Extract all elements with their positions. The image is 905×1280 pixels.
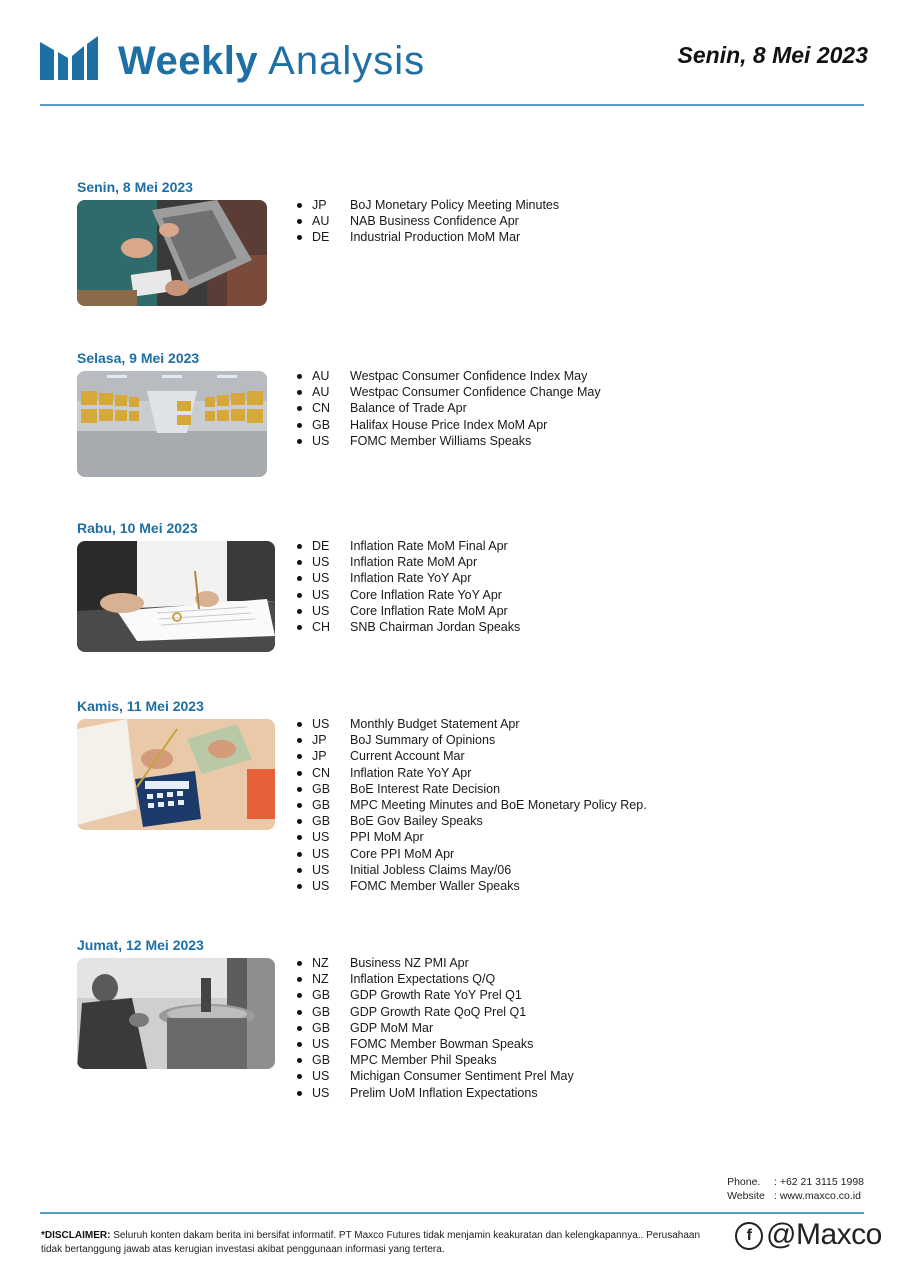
- event-name: FOMC Member Waller Speaks: [350, 878, 520, 893]
- country-code: JP: [312, 733, 327, 748]
- event-name: Westpac Consumer Confidence Change May: [350, 385, 601, 400]
- event-name: GDP MoM Mar: [350, 1020, 434, 1035]
- list-item: [295, 971, 574, 987]
- event-name: Business NZ PMI Apr: [350, 956, 469, 970]
- day-section-wednesday: [77, 519, 837, 634]
- event-name: Inflation Rate MoM Apr: [350, 555, 478, 570]
- event-name: NAB Business Confidence Apr: [350, 214, 519, 229]
- event-name: GDP Growth Rate YoY Prel Q1: [350, 988, 522, 1003]
- disclaimer: [41, 1229, 721, 1257]
- list-item: [295, 213, 559, 229]
- list-item: [295, 797, 647, 813]
- website-label: Website: [727, 1190, 765, 1202]
- country-code: US: [312, 1036, 330, 1051]
- list-item: [295, 417, 601, 433]
- list-item: [295, 862, 647, 878]
- list-item: [295, 384, 601, 400]
- event-name: BoJ Summary of Opinions: [350, 733, 496, 748]
- event-name: Monthly Budget Statement Apr: [350, 717, 520, 731]
- list-item: [295, 781, 647, 797]
- report-title-bold: Weekly: [118, 39, 259, 83]
- page-header: [0, 0, 905, 110]
- country-code: JP: [312, 749, 327, 764]
- event-name: Michigan Consumer Sentiment Prel May: [350, 1069, 574, 1084]
- event-name: MPC Meeting Minutes and BoE Monetary Policy Rep.: [350, 797, 647, 812]
- facebook-icon: f: [735, 1222, 763, 1250]
- country-code: JP: [312, 198, 327, 212]
- event-name: BoE Gov Bailey Speaks: [350, 814, 483, 829]
- event-list: [295, 538, 520, 635]
- event-name: BoJ Monetary Policy Meeting Minutes: [350, 198, 560, 212]
- event-name: SNB Chairman Jordan Speaks: [350, 619, 521, 634]
- country-code: NZ: [312, 972, 329, 987]
- disclaimer-label: *DISCLAIMER:: [41, 1230, 111, 1241]
- report-title: [118, 36, 425, 86]
- event-name: Core Inflation Rate MoM Apr: [350, 603, 508, 618]
- list-item: [295, 619, 520, 635]
- country-code: CN: [312, 765, 331, 780]
- list-item: [295, 846, 647, 862]
- list-item: [295, 229, 559, 245]
- country-code: AU: [312, 385, 330, 400]
- list-item: [295, 765, 647, 781]
- footer-divider: [40, 1212, 864, 1214]
- country-code: NZ: [312, 956, 329, 970]
- event-name: GDP Growth Rate QoQ Prel Q1: [350, 1004, 527, 1019]
- day-section-friday: [77, 936, 837, 1100]
- event-name: Inflation Rate YoY Apr: [350, 571, 472, 586]
- report-title-light: Analysis: [268, 39, 426, 83]
- event-name: PPI MoM Apr: [350, 830, 424, 845]
- event-name: Inflation Expectations Q/Q: [350, 972, 496, 987]
- list-item: [295, 1068, 574, 1084]
- country-code: AU: [312, 214, 330, 229]
- country-code: CN: [312, 401, 331, 416]
- event-list: [295, 368, 601, 449]
- warehouse-photo: [77, 371, 267, 477]
- header-divider: [40, 104, 864, 106]
- event-name: Halifax House Price Index MoM Apr: [350, 417, 548, 432]
- event-name: Core Inflation Rate YoY Apr: [350, 587, 502, 602]
- phone-value: : +62 21 3115 1998: [773, 1176, 864, 1188]
- country-code: US: [312, 587, 330, 602]
- event-name: Inflation Rate YoY Apr: [350, 765, 472, 780]
- report-date: Senin, 8 Mei 2023: [677, 42, 868, 68]
- list-item: [295, 1052, 574, 1068]
- country-code: GB: [312, 814, 331, 829]
- computer-repair-photo: [77, 200, 267, 306]
- website-value[interactable]: : www.maxco.co.id: [773, 1190, 861, 1202]
- country-code: GB: [312, 1004, 331, 1019]
- event-name: Current Account Mar: [350, 749, 465, 764]
- country-code: US: [312, 717, 330, 731]
- country-code: US: [312, 433, 330, 448]
- country-code: DE: [312, 230, 330, 245]
- disclaimer-text: Seluruh konten dakam berita ini bersifat informatif. PT Maxco Futures tidak menjamin keakuratan dan kelengkapannya.. Perusahaan tidak bertanggung jawab atas kerugian investasi akibat penggunaan informasi yang tertera.: [41, 1230, 701, 1255]
- event-name: Prelim UoM Inflation Expectations: [350, 1085, 538, 1100]
- list-item: [295, 716, 647, 732]
- phone-row: [727, 1175, 864, 1189]
- country-code: AU: [312, 369, 330, 383]
- country-code: US: [312, 1069, 330, 1084]
- day-title: Jumat, 12 Mei 2023: [77, 937, 204, 953]
- event-list: [295, 955, 574, 1101]
- list-item: [295, 603, 520, 619]
- country-code: US: [312, 603, 330, 618]
- list-item: [295, 400, 601, 416]
- event-name: Industrial Production MoM Mar: [350, 230, 521, 245]
- social-handle-block[interactable]: [735, 1218, 882, 1252]
- list-item: [295, 813, 647, 829]
- contract-signing-photo: [77, 541, 275, 652]
- list-item: [295, 1020, 574, 1036]
- list-item: [295, 587, 520, 603]
- country-code: US: [312, 830, 330, 845]
- day-title: Senin, 8 Mei 2023: [77, 179, 193, 195]
- event-name: Westpac Consumer Confidence Index May: [350, 369, 588, 383]
- list-item: [295, 1036, 574, 1052]
- country-code: US: [312, 555, 330, 570]
- list-item: [295, 987, 574, 1003]
- country-code: US: [312, 571, 330, 586]
- list-item: [295, 554, 520, 570]
- day-section-tuesday: [77, 349, 837, 448]
- list-item: [295, 197, 559, 213]
- event-name: Initial Jobless Claims May/06: [350, 862, 512, 877]
- calculator-money-photo: [77, 719, 275, 830]
- list-item: [295, 732, 647, 748]
- list-item: [295, 368, 601, 384]
- factory-worker-photo: [77, 958, 275, 1069]
- day-title: Rabu, 10 Mei 2023: [77, 520, 198, 536]
- event-name: FOMC Member Bowman Speaks: [350, 1036, 534, 1051]
- event-list: [295, 716, 647, 894]
- event-name: FOMC Member Williams Speaks: [350, 433, 532, 448]
- list-item: [295, 570, 520, 586]
- list-item: [295, 433, 601, 449]
- phone-label: Phone.: [727, 1176, 761, 1188]
- country-code: US: [312, 862, 330, 877]
- event-name: Inflation Rate MoM Final Apr: [350, 539, 508, 553]
- social-handle: @Maxco: [766, 1218, 882, 1251]
- country-code: GB: [312, 417, 331, 432]
- event-name: Balance of Trade Apr: [350, 401, 467, 416]
- country-code: DE: [312, 539, 330, 553]
- list-item: [295, 1004, 574, 1020]
- bar-chart-logo-icon: [40, 36, 98, 80]
- website-row: [727, 1189, 864, 1203]
- country-code: US: [312, 878, 330, 893]
- country-code: US: [312, 1085, 330, 1100]
- event-name: BoE Interest Rate Decision: [350, 781, 501, 796]
- event-name: MPC Member Phil Speaks: [350, 1053, 497, 1068]
- day-title: Selasa, 9 Mei 2023: [77, 350, 200, 366]
- event-name: Core PPI MoM Apr: [350, 846, 455, 861]
- list-item: [295, 1085, 574, 1101]
- day-title: Kamis, 11 Mei 2023: [77, 698, 204, 714]
- contact-info: [727, 1175, 864, 1203]
- event-list: [295, 197, 559, 246]
- country-code: CH: [312, 619, 331, 634]
- day-section-monday: [77, 178, 837, 245]
- country-code: GB: [312, 781, 331, 796]
- list-item: [295, 955, 574, 971]
- country-code: GB: [312, 1020, 331, 1035]
- country-code: GB: [312, 988, 331, 1003]
- country-code: US: [312, 846, 330, 861]
- country-code: GB: [312, 797, 331, 812]
- country-code: GB: [312, 1053, 331, 1068]
- list-item: [295, 829, 647, 845]
- list-item: [295, 878, 647, 894]
- list-item: [295, 748, 647, 764]
- day-section-thursday: [77, 697, 837, 893]
- list-item: [295, 538, 520, 554]
